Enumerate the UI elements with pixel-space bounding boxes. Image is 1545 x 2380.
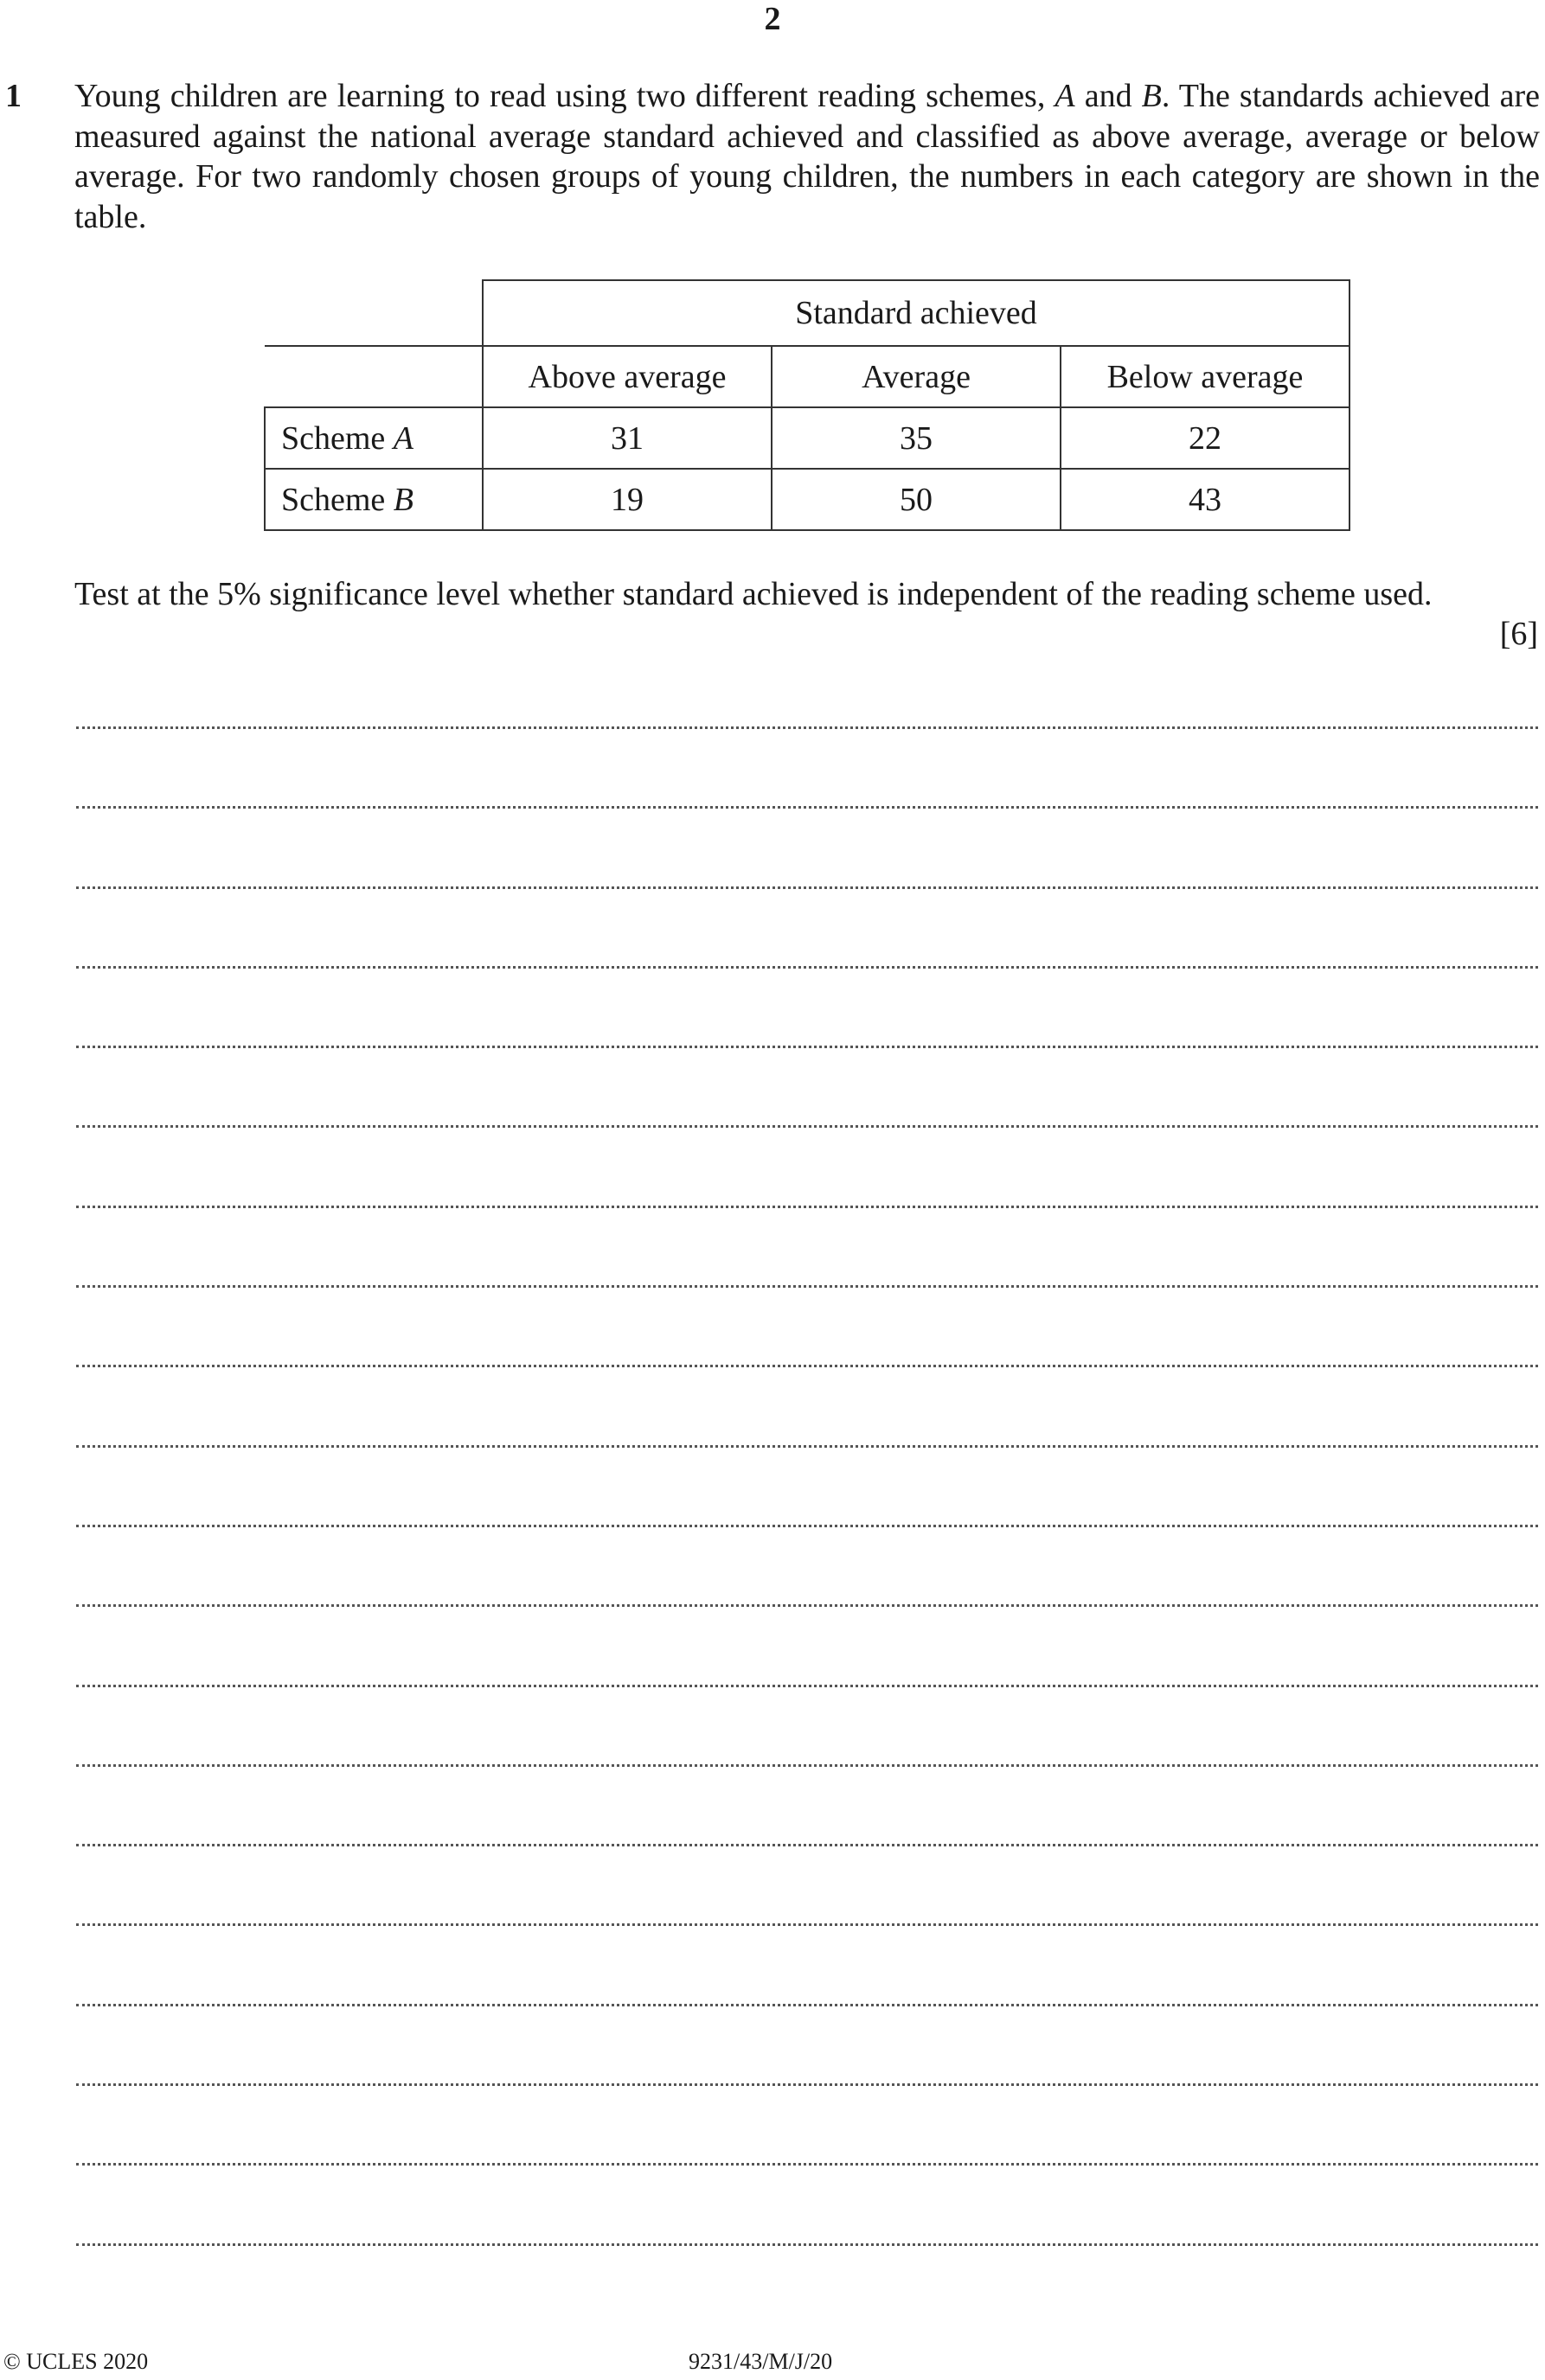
question-text-part1: Young children are learning to read using two different reading schemes, bbox=[74, 78, 1055, 114]
answer-line[interactable] bbox=[76, 1339, 1538, 1418]
marks-allocation: [6] bbox=[1499, 616, 1538, 652]
question-text-part3: . The standards achieved are measured against the national average standard achieved and classified as above average, average or below average. For two randomly chosen groups of young children, the numbers in each category are shown in the table. bbox=[74, 78, 1540, 235]
question-number: 1 bbox=[5, 78, 22, 114]
table-cell: 19 bbox=[483, 469, 772, 530]
table-column-header: Below average bbox=[1061, 346, 1349, 407]
row-label-variable: A bbox=[393, 419, 414, 457]
answer-line[interactable] bbox=[76, 1897, 1538, 1977]
answer-area[interactable] bbox=[76, 701, 1538, 2297]
question-text bbox=[74, 76, 1540, 237]
answer-line[interactable] bbox=[76, 940, 1538, 1020]
answer-line[interactable] bbox=[76, 2217, 1538, 2297]
table-row bbox=[265, 469, 1349, 530]
table-row-label bbox=[265, 469, 483, 530]
table-group-header-row bbox=[265, 280, 1349, 346]
contingency-table bbox=[264, 279, 1350, 531]
row-label-text: Scheme bbox=[281, 419, 394, 457]
table-corner-cell bbox=[265, 346, 483, 407]
answer-line[interactable] bbox=[76, 1738, 1538, 1818]
answer-line[interactable] bbox=[76, 1578, 1538, 1658]
table-cell: 50 bbox=[772, 469, 1061, 530]
answer-line[interactable] bbox=[76, 701, 1538, 780]
answer-line[interactable] bbox=[76, 2137, 1538, 2217]
question-text-part2: and bbox=[1074, 78, 1142, 114]
table-cell: 35 bbox=[772, 407, 1061, 469]
table-row-label bbox=[265, 407, 483, 469]
table-corner-cell bbox=[265, 280, 483, 346]
question-instruction: Test at the 5% significance level whether standard achieved is independent of the reading scheme used. bbox=[74, 576, 1433, 612]
answer-line[interactable] bbox=[76, 1259, 1538, 1339]
variable-b: B bbox=[1141, 78, 1162, 114]
variable-a: A bbox=[1055, 78, 1075, 114]
answer-line[interactable] bbox=[76, 1818, 1538, 1897]
answer-line[interactable] bbox=[76, 1499, 1538, 1578]
answer-line[interactable] bbox=[76, 861, 1538, 940]
answer-line[interactable] bbox=[76, 1978, 1538, 2057]
answer-line[interactable] bbox=[76, 1099, 1538, 1179]
row-label-variable: B bbox=[393, 481, 414, 518]
page-number: 2 bbox=[764, 1, 781, 37]
answer-line[interactable] bbox=[76, 1419, 1538, 1499]
row-label-text: Scheme bbox=[281, 481, 394, 518]
footer-copyright: © UCLES 2020 bbox=[3, 2349, 149, 2374]
table-column-header: Above average bbox=[483, 346, 772, 407]
answer-line[interactable] bbox=[76, 1659, 1538, 1738]
footer-paper-code: 9231/43/M/J/20 bbox=[689, 2349, 833, 2374]
answer-line[interactable] bbox=[76, 1020, 1538, 1099]
answer-line[interactable] bbox=[76, 2057, 1538, 2137]
table-row bbox=[265, 407, 1349, 469]
table-cell: 22 bbox=[1061, 407, 1349, 469]
answer-line[interactable] bbox=[76, 780, 1538, 860]
table-column-header: Average bbox=[772, 346, 1061, 407]
table-cell: 31 bbox=[483, 407, 772, 469]
table-cell: 43 bbox=[1061, 469, 1349, 530]
table-column-header-row bbox=[265, 346, 1349, 407]
answer-line[interactable] bbox=[76, 1180, 1538, 1259]
table-group-header: Standard achieved bbox=[483, 280, 1349, 346]
